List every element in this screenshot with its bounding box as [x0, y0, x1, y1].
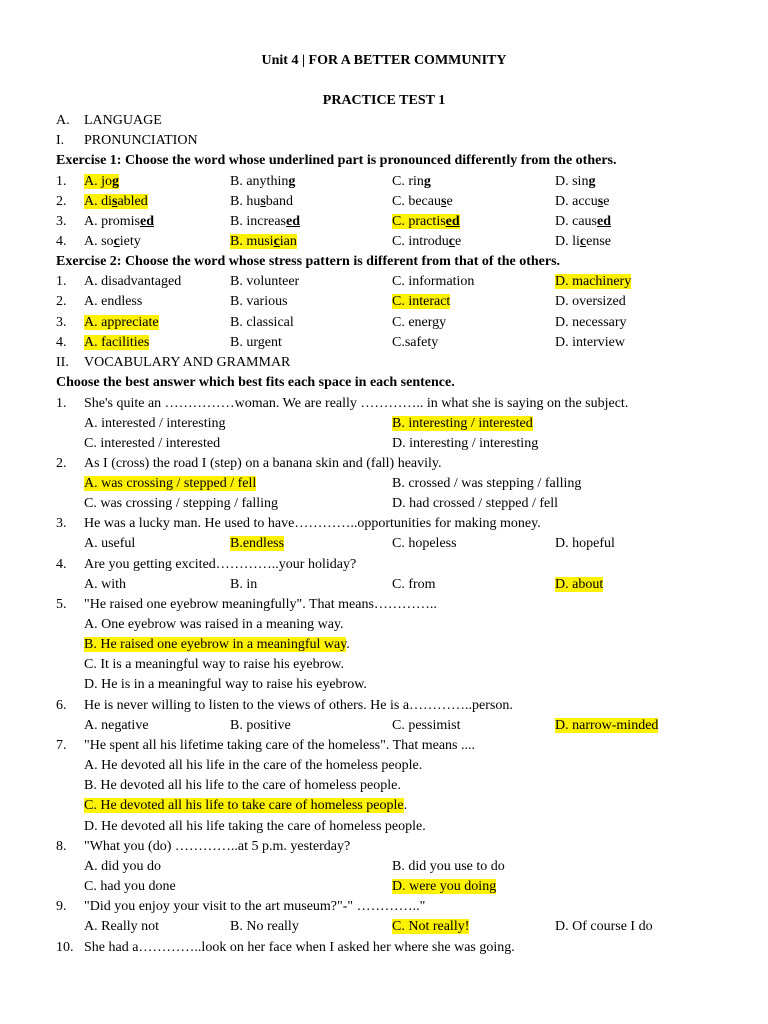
ex2-option: A. disadvantaged [84, 274, 182, 289]
ex2-option: C.safety [392, 335, 439, 350]
question-text: "Did you enjoy your visit to the art museum?"-" ………….." [84, 899, 426, 914]
answer-option: B. No really [230, 919, 299, 934]
exercise-2-title: Exercise 2: Choose the word whose stress pattern is different from that of the others. [56, 254, 561, 269]
ex1-option: C. because [392, 194, 453, 209]
answer-option: C. He devoted all his life to take care of homeless people. [84, 798, 408, 813]
answer-option: A. did you do [84, 859, 161, 874]
answer-option: A. negative [84, 718, 149, 733]
answer-option: B. He devoted all his life to the care of homeless people. [84, 778, 401, 793]
ex1-option: A. society [84, 234, 141, 249]
answer-option: C. hopeless [392, 536, 457, 551]
question-text: "He spent all his lifetime taking care of the homeless". That means .... [84, 738, 476, 753]
question-text: She had a…………..look on her face when I asked her where she was going. [84, 940, 515, 955]
ex1-option: A. promised [84, 214, 154, 229]
answer-option: D. had crossed / stepped / fell [392, 496, 559, 511]
ex2-number: 4. [56, 335, 67, 350]
answer-option: D. He devoted all his life taking the care of homeless people. [84, 819, 426, 834]
ex1-option: B. husband [230, 194, 294, 209]
answer-option: A. useful [84, 536, 136, 551]
section-ii-number: II. [56, 355, 69, 370]
ex1-option: D. caused [555, 214, 611, 229]
page-title: Unit 4 | FOR A BETTER COMMUNITY [261, 53, 507, 68]
question-number: 6. [56, 698, 67, 713]
ex2-option: D. machinery [555, 274, 632, 289]
ex2-number: 3. [56, 315, 67, 330]
answer-option: D. hopeful [555, 536, 615, 551]
ex2-option: A. appreciate [84, 315, 159, 330]
ex1-option: D. license [555, 234, 611, 249]
answer-option: C. pessimist [392, 718, 461, 733]
ex1-option: C. practised [392, 214, 460, 229]
answer-option: A. He devoted all his life in the care of the homeless people. [84, 758, 423, 773]
answer-option: C. was crossing / stepping / falling [84, 496, 279, 511]
question-text: As I (cross) the road I (step) on a banana skin and (fall) heavily. [84, 456, 442, 471]
answer-option: A. One eyebrow was raised in a meaning way. [84, 617, 344, 632]
ex1-option: B. musician [230, 234, 297, 249]
ex2-number: 2. [56, 294, 67, 309]
question-number: 3. [56, 516, 67, 531]
answer-option: C. from [392, 577, 436, 592]
section-i-number: I. [56, 133, 65, 148]
ex1-number: 4. [56, 234, 67, 249]
ex1-number: 3. [56, 214, 67, 229]
answer-option: B. positive [230, 718, 291, 733]
ex1-number: 1. [56, 174, 67, 189]
answer-option: D. He is in a meaningful way to raise his eyebrow. [84, 677, 367, 692]
question-number: 2. [56, 456, 67, 471]
question-text: He was a lucky man. He used to have…………..opportunities for making money. [84, 516, 541, 531]
answer-option: B. interesting / interested [392, 416, 533, 431]
answer-option: B. crossed / was stepping / falling [392, 476, 582, 491]
question-text: He is never willing to listen to the views of others. He is a…………..person. [84, 698, 513, 713]
ex1-option: A. jog [84, 174, 120, 189]
exercise-1-title: Exercise 1: Choose the word whose underlined part is pronounced differently from the others. [56, 153, 617, 168]
answer-option: D. about [555, 577, 604, 592]
ex2-option: C. energy [392, 315, 447, 330]
question-number: 9. [56, 899, 67, 914]
ex2-option: C. information [392, 274, 475, 289]
question-text: "What you (do) …………..at 5 p.m. yesterday? [84, 839, 351, 854]
answer-option: D. narrow-minded [555, 718, 659, 733]
question-number: 1. [56, 396, 67, 411]
section-ii-label: VOCABULARY AND GRAMMAR [84, 355, 291, 370]
ex1-option: C. ring [392, 174, 431, 189]
vocab-instructions: Choose the best answer which best fits each space in each sentence. [56, 375, 455, 390]
section-a-label: LANGUAGE [84, 113, 162, 128]
ex2-option: D. interview [555, 335, 625, 350]
answer-option: A. with [84, 577, 126, 592]
question-text: She's quite an ……………woman. We are really ………….. in what she is saying on the subject. [84, 396, 629, 411]
question-text: Are you getting excited…………..your holiday? [84, 557, 357, 572]
ex2-option: A. facilities [84, 335, 150, 350]
ex1-number: 2. [56, 194, 67, 209]
section-i-label: PRONUNCIATION [84, 133, 198, 148]
page-subtitle: PRACTICE TEST 1 [322, 93, 446, 108]
section-a-number: A. [56, 113, 70, 128]
question-number: 8. [56, 839, 67, 854]
answer-option: B. He raised one eyebrow in a meaningful way. [84, 637, 350, 652]
ex2-option: D. oversized [555, 294, 626, 309]
ex1-option: B. increased [230, 214, 300, 229]
answer-option: D. Of course I do [555, 919, 653, 934]
answer-option: D. were you doing [392, 879, 497, 894]
question-number: 5. [56, 597, 67, 612]
answer-option: B.endless [230, 536, 285, 551]
ex2-option: A. endless [84, 294, 143, 309]
answer-option: C. It is a meaningful way to raise his eyebrow. [84, 657, 344, 672]
answer-option: D. interesting / interesting [392, 436, 539, 451]
ex2-option: B. classical [230, 315, 294, 330]
answer-option: A. Really not [84, 919, 160, 934]
answer-option: A. interested / interesting [84, 416, 226, 431]
ex2-option: B. volunteer [230, 274, 300, 289]
ex2-number: 1. [56, 274, 67, 289]
ex2-option: B. various [230, 294, 288, 309]
answer-option: C. had you done [84, 879, 176, 894]
answer-option: C. interested / interested [84, 436, 221, 451]
ex1-option: D. accuse [555, 194, 610, 209]
ex1-option: C. introduce [392, 234, 462, 249]
answer-option: C. Not really! [392, 919, 470, 934]
question-number: 4. [56, 557, 67, 572]
ex2-option: C. interact [392, 294, 451, 309]
ex1-option: D. sing [555, 174, 596, 189]
question-text: "He raised one eyebrow meaningfully". That means………….. [84, 597, 437, 612]
answer-option: B. in [230, 577, 258, 592]
question-number: 10. [56, 940, 74, 955]
ex1-option: A. disabled [84, 194, 148, 209]
question-number: 7. [56, 738, 67, 753]
ex1-option: B. anything [230, 174, 296, 189]
answer-option: B. did you use to do [392, 859, 505, 874]
ex2-option: D. necessary [555, 315, 627, 330]
ex2-option: B. urgent [230, 335, 282, 350]
answer-option: A. was crossing / stepped / fell [84, 476, 257, 491]
